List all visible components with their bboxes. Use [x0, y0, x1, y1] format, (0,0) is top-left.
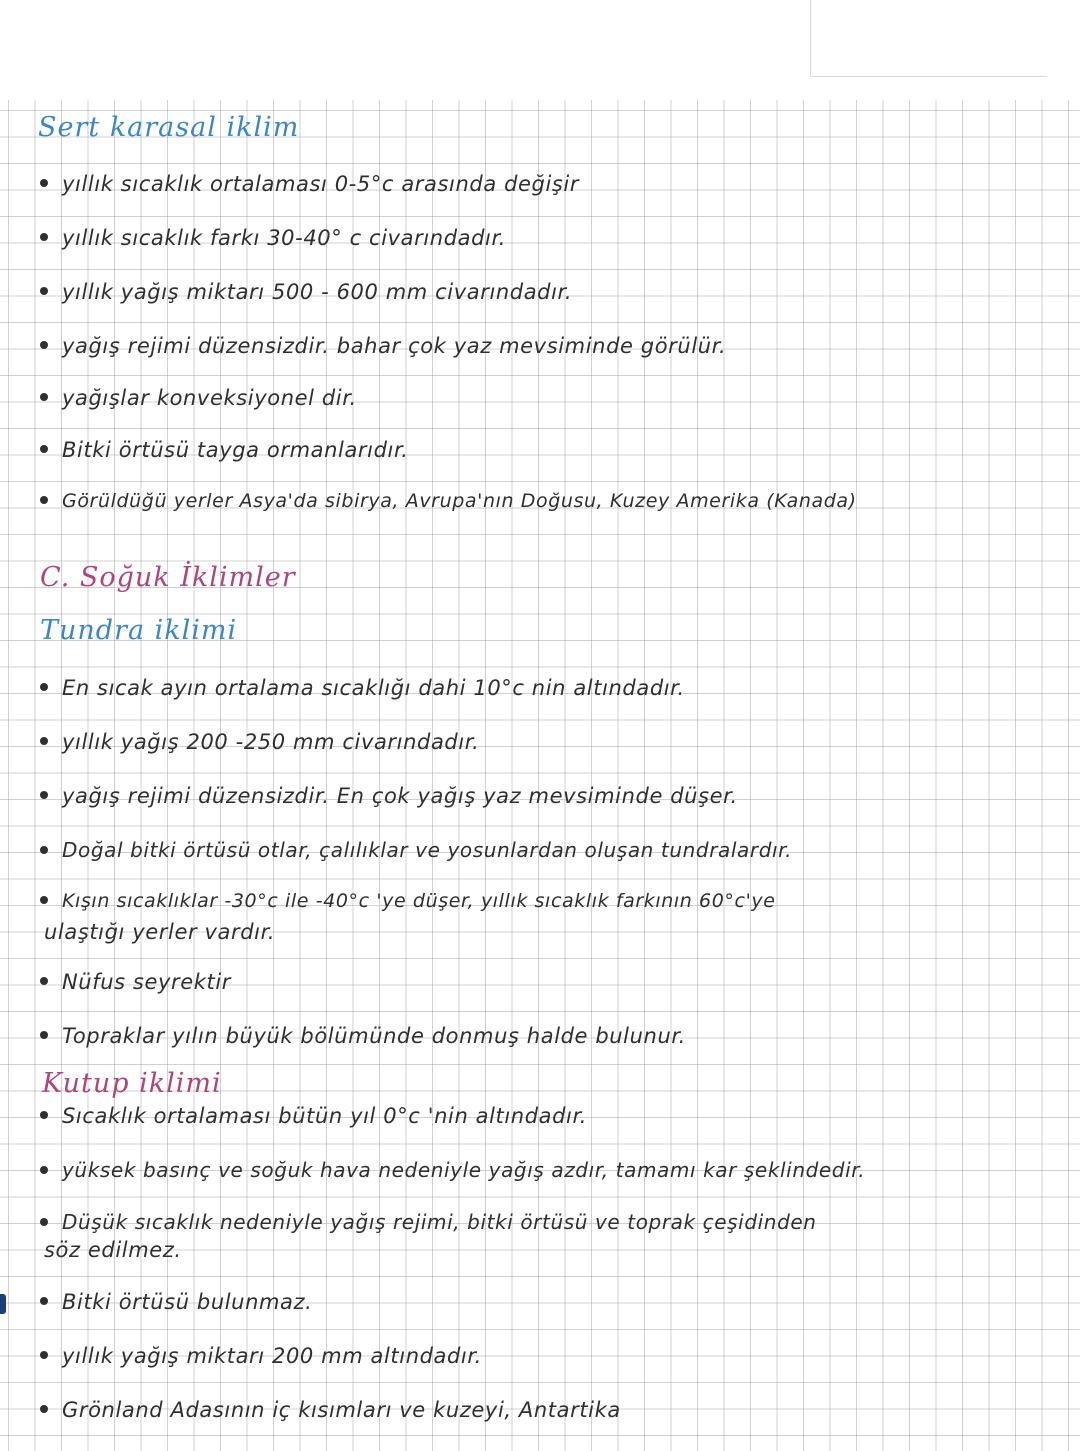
bullet-icon — [40, 287, 48, 295]
bullet-icon — [40, 1405, 48, 1413]
heading-sert-karasal: Sert karasal iklim — [38, 112, 300, 143]
list-item: Görüldüğü yerler Asya'da sibirya, Avrupa'nın Doğusu, Kuzey Amerika (Kanada) — [40, 490, 857, 512]
bullet-icon — [40, 1351, 48, 1359]
corner-tab — [810, 0, 1047, 77]
list-item-continuation: ulaştığı yerler vardır. — [44, 920, 276, 944]
list-item: Bitki örtüsü bulunmaz. — [40, 1290, 312, 1314]
bullet-icon — [40, 846, 48, 854]
bullet-icon — [40, 233, 48, 241]
list-item: Kışın sıcaklıklar -30°c ile -40°c 'ye düşer, yıllık sıcaklık farkının 60°c'ye — [40, 890, 776, 912]
list-item: Sıcaklık ortalaması bütün yıl 0°c 'nin altındadır. — [40, 1104, 587, 1128]
bullet-icon — [40, 683, 48, 691]
bullet-icon — [40, 341, 48, 349]
list-item: yıllık sıcaklık farkı 30-40° c civarındadır. — [40, 226, 506, 250]
bullet-icon — [40, 977, 48, 985]
bullet-icon — [40, 393, 48, 401]
list-item: yıllık sıcaklık ortalaması 0-5°c arasında değişir — [40, 172, 579, 196]
heading-kutup: Kutup iklimi — [42, 1068, 222, 1099]
list-item: yağışlar konveksiyonel dir. — [40, 386, 357, 410]
list-item: yıllık yağış miktarı 200 mm altındadır. — [40, 1344, 482, 1368]
list-item: Düşük sıcaklık nedeniyle yağış rejimi, bitki örtüsü ve toprak çeşidinden — [40, 1210, 817, 1234]
list-item: Bitki örtüsü tayga ormanlarıdır. — [40, 438, 409, 462]
bullet-icon — [40, 1218, 48, 1226]
list-item: Grönland Adasının iç kısımları ve kuzeyi, Antartika — [40, 1398, 621, 1422]
list-item: yıllık yağış miktarı 500 - 600 mm civarındadır. — [40, 280, 572, 304]
bullet-icon — [40, 737, 48, 745]
bullet-icon — [40, 496, 48, 504]
list-item: En sıcak ayın ortalama sıcaklığı dahi 10°c nin altındadır. — [40, 676, 685, 700]
list-item: Nüfus seyrektir — [40, 970, 231, 994]
list-item: yüksek basınç ve soğuk hava nedeniyle yağış azdır, tamamı kar şeklindedir. — [40, 1158, 865, 1182]
bullet-icon — [40, 896, 48, 904]
bullet-icon — [40, 179, 48, 187]
list-item-continuation: söz edilmez. — [44, 1238, 182, 1262]
bullet-icon — [40, 1031, 48, 1039]
list-item: Doğal bitki örtüsü otlar, çalılıklar ve yosunlardan oluşan tundralardır. — [40, 838, 792, 862]
heading-tundra: Tundra iklimi — [40, 615, 238, 646]
bullet-icon — [40, 1166, 48, 1174]
list-item: yıllık yağış 200 -250 mm civarındadır. — [40, 730, 479, 754]
bullet-icon — [40, 445, 48, 453]
list-item: Topraklar yılın büyük bölümünde donmuş halde bulunur. — [40, 1024, 686, 1048]
binding-mark — [0, 1294, 6, 1314]
bullet-icon — [40, 791, 48, 799]
bullet-icon — [40, 1111, 48, 1119]
list-item: yağış rejimi düzensizdir. En çok yağış yaz mevsiminde düşer. — [40, 784, 738, 808]
bullet-icon — [40, 1297, 48, 1305]
list-item: yağış rejimi düzensizdir. bahar çok yaz mevsiminde görülür. — [40, 334, 726, 358]
heading-soguk-iklimler: C. Soğuk İklimler — [40, 562, 296, 593]
